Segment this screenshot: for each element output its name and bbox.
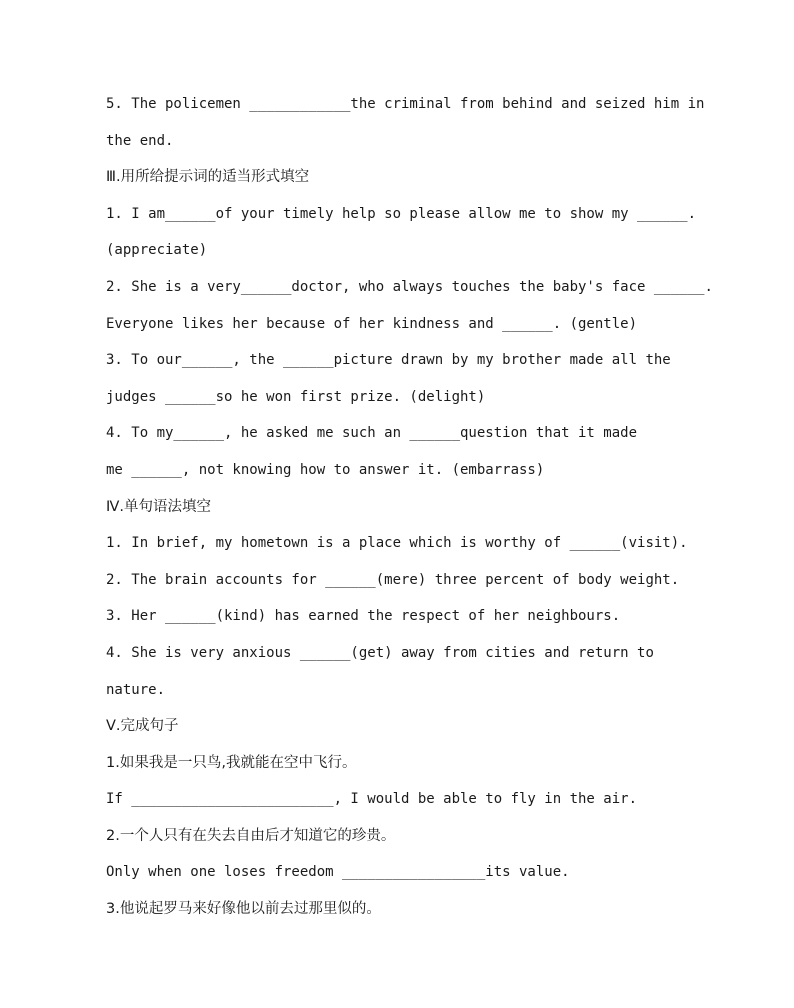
exercise-line: 3.他说起罗马来好像他以前去过那里似的。 [106,901,381,918]
exercise-line: 1.如果我是一只鸟,我就能在空中飞行。 [106,754,357,771]
exercise-line: 4. To my______, he asked me such an ______question that it made [106,425,638,442]
exercise-line: If ________________________, I would be able to fly in the air. [106,791,638,808]
exercise-line: 3. Her ______(kind) has earned the respect of her neighbours. [106,608,621,625]
section-heading: Ⅳ.单句语法填空 [106,498,211,515]
section-heading: Ⅲ.用所给提示词的适当形式填空 [106,169,310,186]
exercise-line: 2. She is a very______doctor, who always touches the baby's face ______. [106,278,713,295]
exercise-line: nature. [106,681,166,698]
exercise-line: Everyone likes her because of her kindness and ______. (gentle) [106,315,638,332]
exercise-line: judges ______so he won first prize. (delight) [106,388,486,405]
exercise-line: (appreciate) [106,242,208,259]
exercise-line: Only when one loses freedom _________________its value. [106,864,570,881]
exercise-line: 2.一个人只有在失去自由后才知道它的珍贵。 [106,827,396,844]
section-heading: Ⅴ.完成句子 [106,718,179,735]
exercise-line: 2. The brain accounts for ______(mere) three percent of body weight. [106,571,680,588]
exercise-line: 5. The policemen ____________the criminal from behind and seized him in [106,96,705,112]
exercise-line: 1. In brief, my hometown is a place which is worthy of ______(visit). [106,535,688,552]
exercise-line: 3. To our______, the ______picture drawn by my brother made all the [106,352,671,369]
exercise-line: 4. She is very anxious ______(get) away from cities and return to [106,644,654,661]
exercise-line: me ______, not knowing how to answer it. (embarrass) [106,461,545,478]
exercise-line: the end. [106,132,174,149]
exercise-line: 1. I am______of your timely help so please allow me to show my ______. [106,205,697,222]
worksheet-page [106,90,713,932]
